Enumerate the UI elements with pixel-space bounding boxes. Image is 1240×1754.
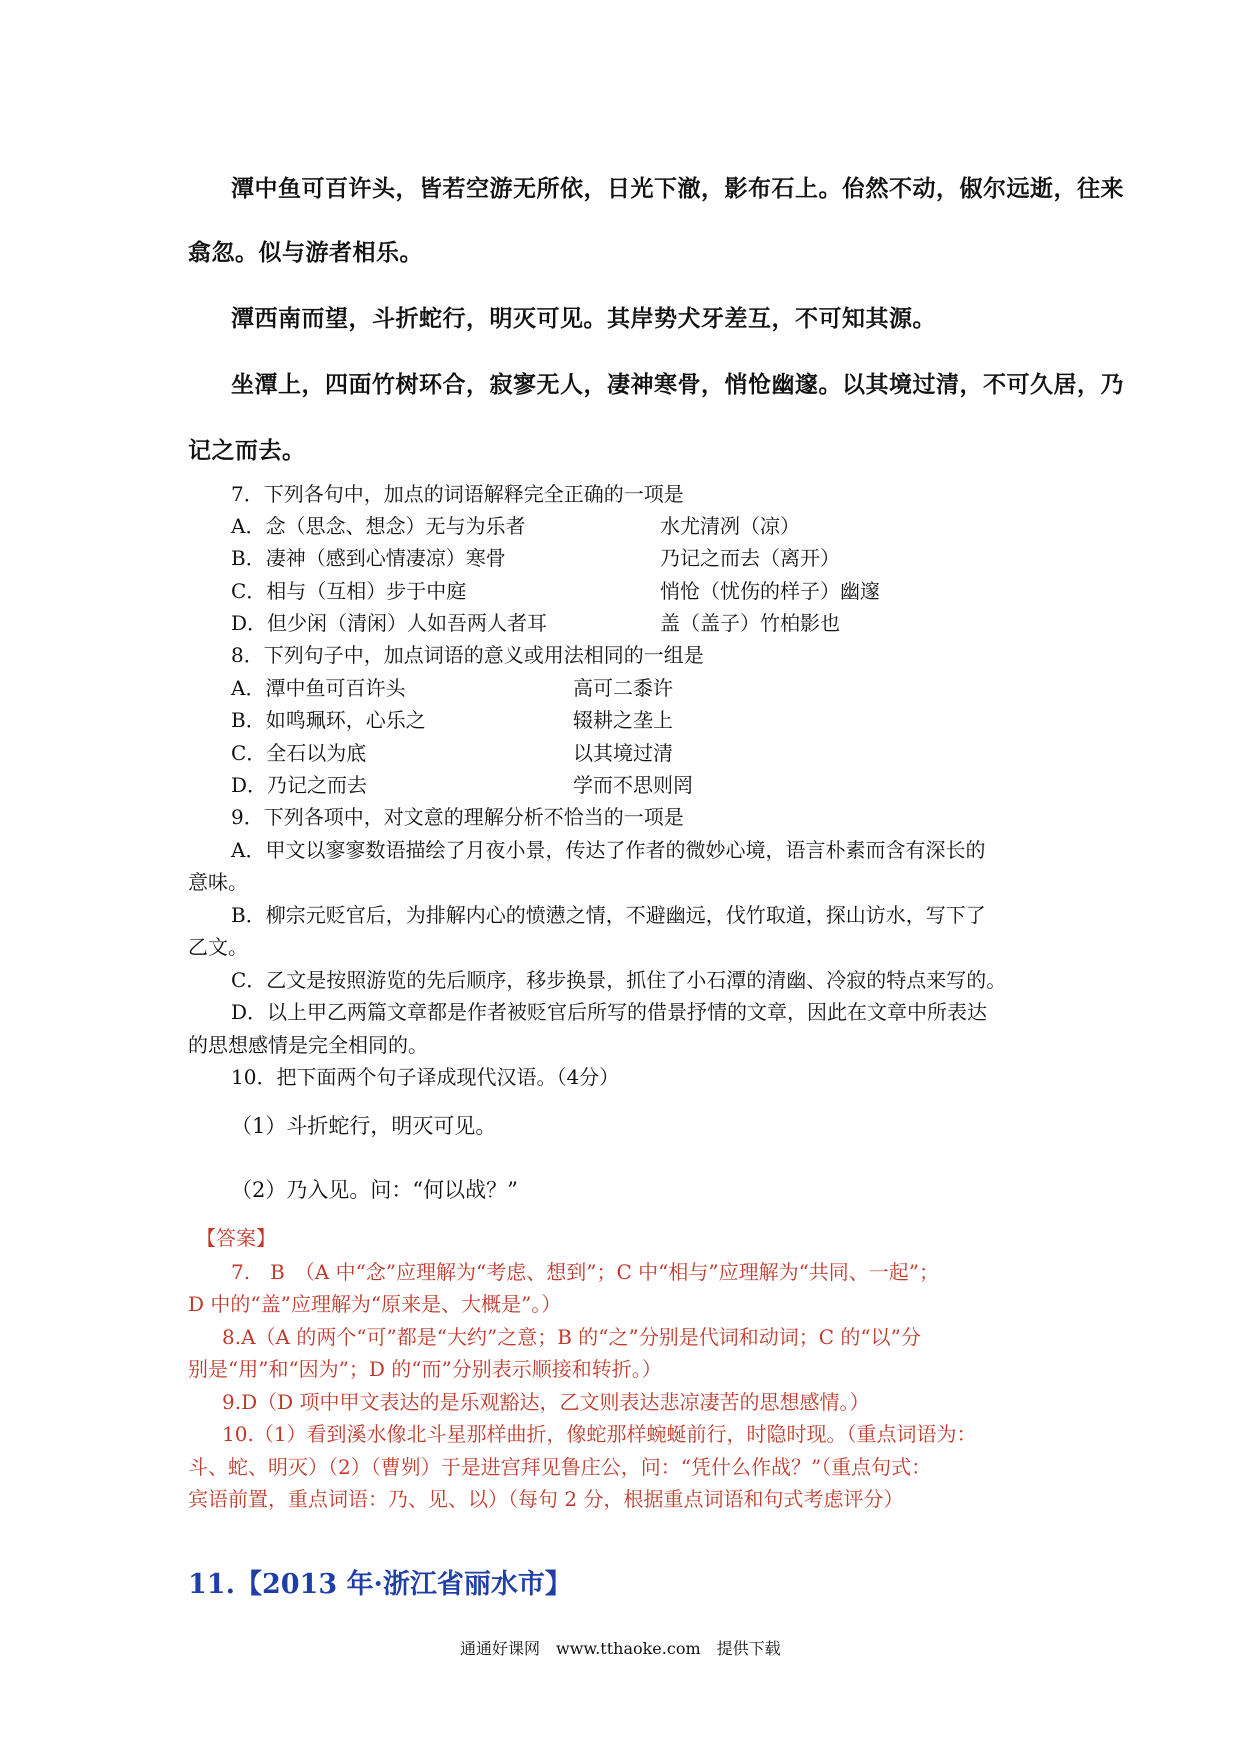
question-7-option-c: C．相与（互相）步于中庭 bbox=[231, 579, 467, 603]
question-7-option-d-right: 盖（盖子）竹柏影也 bbox=[660, 611, 840, 635]
question-10-stem: 10．把下面两个句子译成现代汉语。（4分） bbox=[231, 1065, 620, 1089]
answer-line: 9.D（D 项中甲文表达的是乐观豁达，乙文则表达悲凉凄苦的思想感情。） bbox=[222, 1390, 870, 1414]
question-9-option-line: 意味。 bbox=[188, 870, 248, 894]
question-9-option-line: A．甲文以寥寥数语描绘了月夜小景，传达了作者的微妙心境，语言朴素而含有深长的 bbox=[231, 838, 986, 862]
question-9-stem: 9．下列各项中，对文意的理解分析不恰当的一项是 bbox=[231, 805, 684, 829]
question-8-option-a-right: 高可二黍许 bbox=[573, 676, 673, 700]
question-9-option-line: C．乙文是按照游览的先后顺序，移步换景，抓住了小石潭的清幽、冷寂的特点来写的。 bbox=[231, 968, 1007, 992]
question-9-option-line: D．以上甲乙两篇文章都是作者被贬官后所写的借景抒情的文章，因此在文章中所表达 bbox=[231, 1000, 988, 1024]
question-7-option-b: B．凄神（感到心情凄凉）寒骨 bbox=[231, 546, 506, 570]
passage-line: 潭中鱼可百许头，皆若空游无所依，日光下澈，影布石上。佁然不动，俶尔远逝，往来 bbox=[231, 175, 1124, 202]
answer-line: 斗、蛇、明灭）（2）（曹刿）于是进宫拜见鲁庄公，问：“凭什么作战？”（重点句式： bbox=[188, 1455, 932, 1479]
question-9-option-line: B．柳宗元贬官后，为排解内心的愤懑之情，不避幽远，伐竹取道，探山访水，写下了 bbox=[231, 903, 986, 927]
answer-label: 【答案】 bbox=[196, 1226, 276, 1250]
question-8-option-d: D．乃记之而去 bbox=[231, 773, 368, 797]
passage-line: 潭西南而望，斗折蛇行，明灭可见。其岸势犬牙差互，不可知其源。 bbox=[231, 305, 936, 332]
question-8-stem: 8．下列句子中，加点词语的意义或用法相同的一组是 bbox=[231, 643, 704, 667]
answer-line: 7. B （A 中“念”应理解为“考虑、想到”；C 中“相与”应理解为“共同、一起”； bbox=[231, 1260, 940, 1284]
question-7-option-b-right: 乃记之而去（离开） bbox=[660, 546, 840, 570]
question-8-option-d-right: 学而不思则罔 bbox=[573, 773, 693, 797]
question-9-option-line: 的思想感情是完全相同的。 bbox=[188, 1033, 428, 1057]
passage-line: 记之而去。 bbox=[188, 437, 306, 464]
passage-line: 坐潭上，四面竹树环合，寂寥无人，凄神寒骨，悄怆幽邃。以其境过清，不可久居，乃 bbox=[231, 371, 1124, 398]
answer-line: 8.A（A 的两个“可”都是“大约”之意；B 的“之”分别是代词和动词；C 的“以”分 bbox=[222, 1325, 921, 1349]
section-heading: 11.【2013 年·浙江省丽水市】 bbox=[188, 1569, 572, 1600]
question-7-option-c-right: 悄怆（忧伤的样子）幽邃 bbox=[660, 579, 880, 603]
passage-line: 翕忽。似与游者相乐。 bbox=[188, 239, 423, 266]
question-8-option-b-right: 辍耕之垄上 bbox=[573, 708, 673, 732]
question-7-stem: 7．下列各句中，加点的词语解释完全正确的一项是 bbox=[231, 482, 684, 506]
question-10-item: （1）斗折蛇行，明灭可见。 bbox=[231, 1114, 497, 1138]
question-8-option-a: A．潭中鱼可百许头 bbox=[231, 676, 406, 700]
page-footer: 通通好课网 www.tthaoke.com 提供下载 bbox=[460, 1639, 781, 1658]
question-9-option-line: 乙文。 bbox=[188, 935, 248, 959]
answer-line: 别是“用”和“因为”；D 的“而”分别表示顺接和转折。） bbox=[188, 1357, 662, 1381]
question-7-option-a-right: 水尤清冽（凉） bbox=[660, 514, 800, 538]
question-8-option-c: C．全石以为底 bbox=[231, 741, 367, 765]
question-10-item: （2）乃入见。问：“何以战？” bbox=[231, 1178, 518, 1202]
answer-line: 10.（1）看到溪水像北斗星那样曲折，像蛇那样蜿蜒前行，时隐时现。（重点词语为： bbox=[222, 1422, 977, 1446]
question-7-option-a: A．念（思念、想念）无与为乐者 bbox=[231, 514, 526, 538]
answer-line: 宾语前置，重点词语：乃、见、以）（每句 2 分，根据重点词语和句式考虑评分） bbox=[188, 1487, 904, 1511]
question-8-option-c-right: 以其境过清 bbox=[573, 741, 673, 765]
answer-line: D 中的“盖”应理解为“原来是、大概是”。） bbox=[188, 1292, 562, 1316]
question-8-option-b: B．如鸣珮环，心乐之 bbox=[231, 708, 426, 732]
question-7-option-d: D．但少闲（清闲）人如吾两人者耳 bbox=[231, 611, 548, 635]
